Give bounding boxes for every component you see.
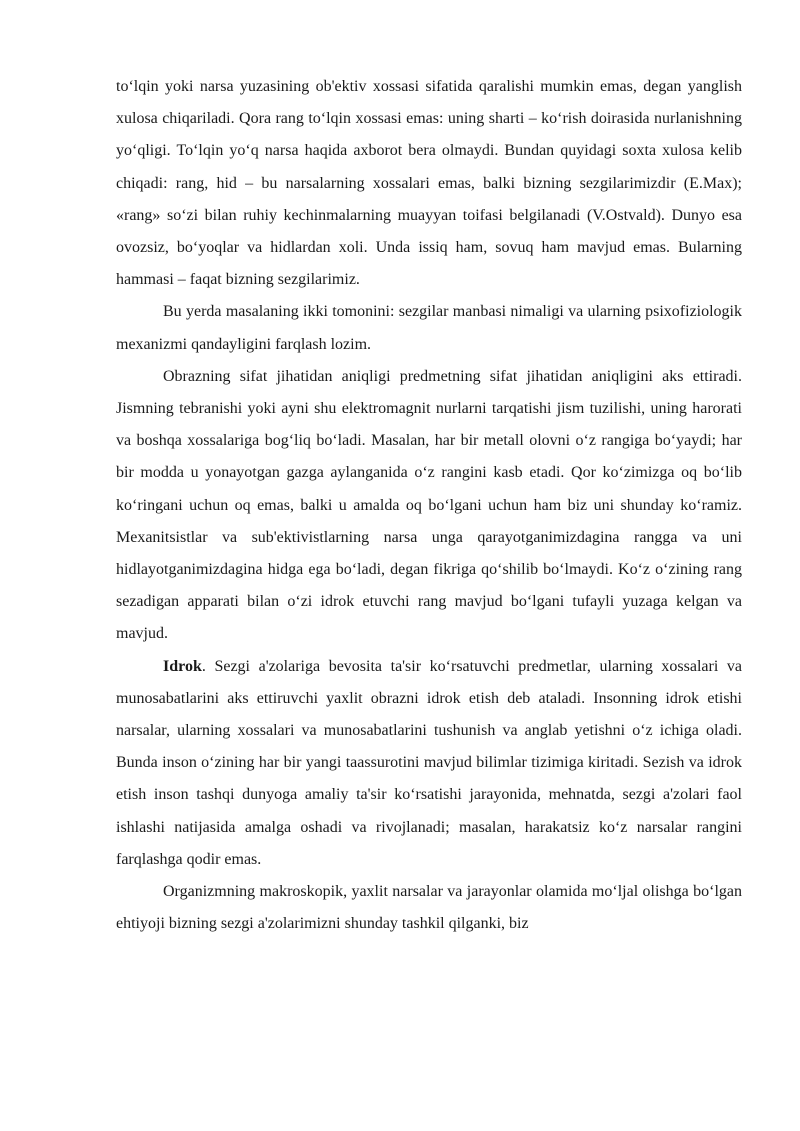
paragraph: Bu yerda masalaning ikki tomonini: sezgilar manbasi nimaligi va ularning psixofiziologik mexanizmi qandayligini farqlash lozim.: [116, 303, 742, 353]
paragraph: to‘lqin yoki narsa yuzasining ob'ektiv xossasi sifatida qaralishi mumkin emas, degan yanglish xulosa chiqariladi. Qora rang to‘lqin xossasi emas: uning sharti – ko‘rish doirasida nurlanishning yo‘qligi. To‘lqin yo‘q narsa haqida axborot bera olmaydi. Bundan quyidagi soxta xulosa kelib chiqadi: rang, hid – bu narsalarning xossalari emas, balki bizning sezgilarimizdir (E.Max); «rang» so‘zi bilan ruhiy kechinmalarning muayyan toifasi belgilanadi (V.Ostvald). Dunyo esa ovozsiz, bo‘yoqlar va hidlardan xoli. Unda issiq ham, sovuq ham mavjud emas. Bularning hammasi – faqat bizning sezgilarimiz.: [116, 78, 742, 289]
document-page: [116, 71, 742, 940]
paragraph: Obrazning sifat jihatidan aniqligi predmetning sifat jihatidan aniqligini aks ettiradi. Jismning tebranishi yoki ayni shu elektromagnit nurlarni tarqatishi jism tuzilishi, uning harorati va boshqa xossalariga bog‘liq bo‘ladi. Masalan, har bir metall olovni o‘z rangiga bo‘yaydi; har bir modda u yonayotgan gazga aylanganida o‘z rangini kasb etadi. Qor ko‘zimizga oq bo‘lib ko‘ringani uchun oq emas, balki u amalda oq bo‘lgani uchun ham biz uni shunday ko‘ramiz. Mexanitsistlar va sub'ektivistlarning narsa unga qarayotganimizdagina rangga va uni hidlayotganimizdagina hidga ega bo‘ladi, degan fikriga qo‘shilib bo‘lmaydi. Ko‘z o‘zining rang sezadigan apparati bilan o‘zi idrok etuvchi rang mavjud bo‘lgani tufayli yuzaga kelgan va mavjud.: [116, 367, 742, 643]
term-idrok: Idrok: [163, 657, 202, 675]
paragraph-body: . Sezgi a'zolariga bevosita ta'sir ko‘rsatuvchi predmetlar, ularning xossalari va munosabatlarini aks ettiruvchi yaxlit obrazni idrok etish deb ataladi. Insonning idrok etishi narsalar, ularning xossalari va munosabatlarini tushunish va anglab yetishni o‘z ichiga oladi. Bunda inson o‘zining har bir yangi taassurotini mavjud bilimlar tizimiga kiritadi. Sezish va idrok etish inson tashqi dunyoga amaliy ta'sir ko‘rsatishi jarayonida, mehnatda, sezgi a'zolari faol ishlashi natijasida amalga oshadi va rivojlanadi; masalan, harakatsiz ko‘z narsalar rangini farqlashga qodir emas.: [116, 657, 742, 868]
paragraph: Organizmning makroskopik, yaxlit narsalar va jarayonlar olamida mo‘ljal olishga bo‘lgan ehtiyoji bizning sezgi a'zolarimizni shunday tashkil qilganki, biz: [116, 883, 742, 933]
paragraph-idrok-definition: [116, 651, 742, 876]
